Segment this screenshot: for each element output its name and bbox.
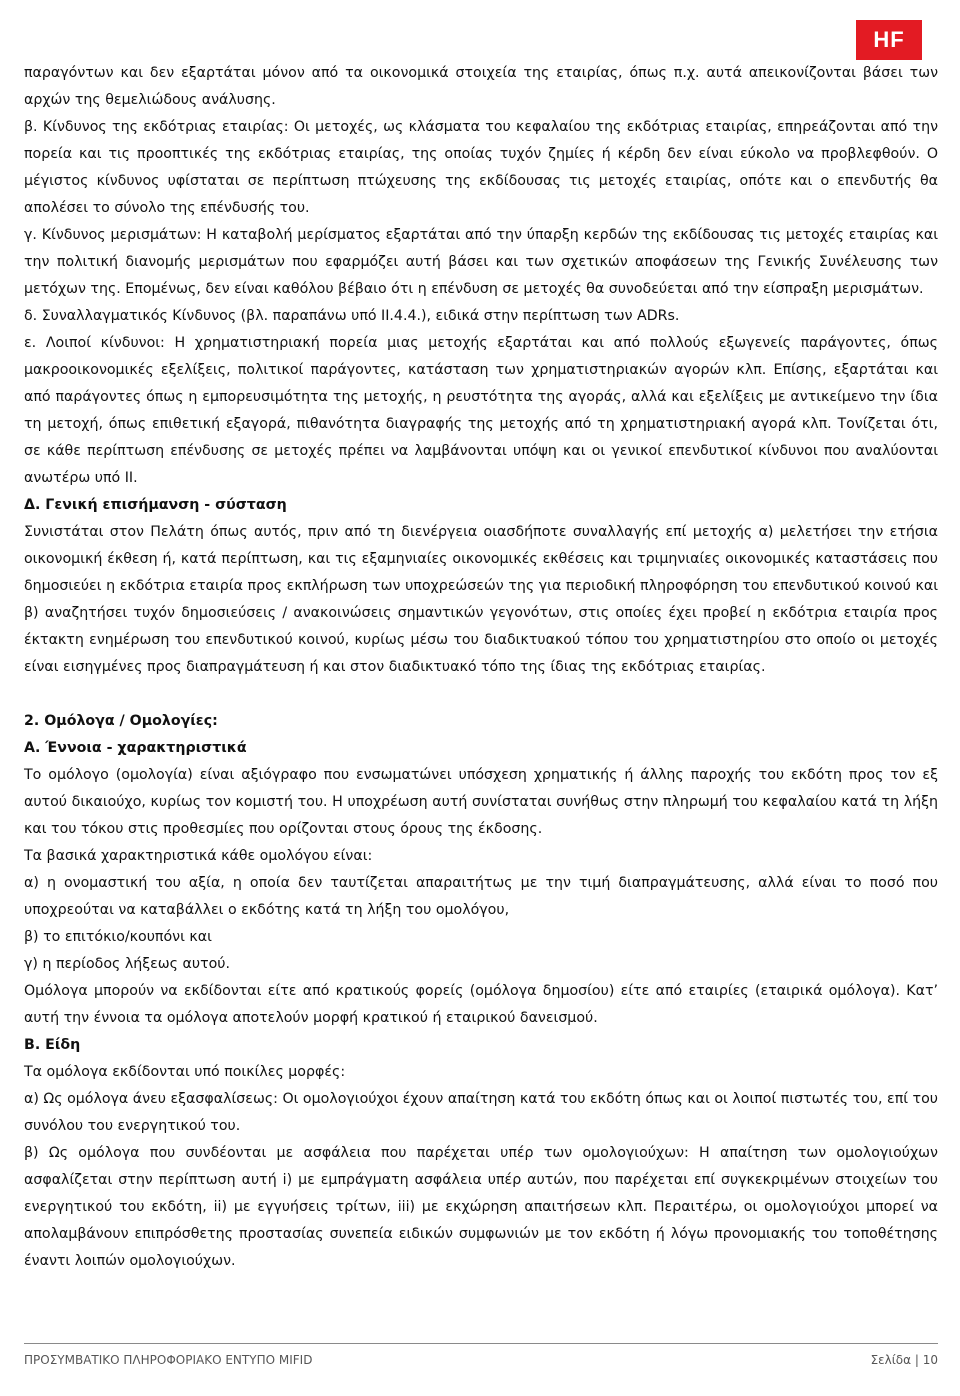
list-item-coupon: β) το επιτόκιο/κουπόνι και bbox=[24, 929, 212, 945]
paragraph-issuers: Ομόλογα μπορούν να εκδίδονται είτε από κρατικούς φορείς (ομόλογα δημοσίου) είτε από εταιρίες (εταιρικά ομόλογα). Κατ’ αυτή την έννοια τα ομόλογα αποτελούν μορφή κρατικού ή εταιρικού δανεισμού. bbox=[24, 983, 938, 1026]
page-number: Σελίδα | 10 bbox=[870, 1353, 938, 1367]
paragraph-issuer-risk: β. Κίνδυνος της εκδότριας εταιρίας: Οι μετοχές, ως κλάσματα του κεφαλαίου της εκδότριας εταιρίας, επηρεάζονται από την πορεία και τις προοπτικές της εκδότριας εταιρίας, της οποίας τυχόν ζημίες ή κέρδη δεν είναι εύκολο να προβλεφθούν. Ο μέγιστος κίνδυνος υφίσταται σε περίπτωση πτώχευσης της εκδίδουσας τις μετοχές εταιρίας, οπότε και ο επενδυτής θα απολέσει το σύνολο της επένδυσής του. bbox=[24, 119, 938, 216]
paragraph-fx-risk: δ. Συναλλαγματικός Κίνδυνος (βλ. παραπάνω υπό ΙΙ.4.4.), ειδικά στην περίπτωση των ADRs. bbox=[24, 308, 680, 324]
paragraph-key-features-intro: Τα βασικά χαρακτηριστικά κάθε ομολόγου είναι: bbox=[24, 848, 373, 864]
paragraph-intro-continuation: παραγόντων και δεν εξαρτάται μόνον από τα οικονομικά στοιχεία της εταιρίας, όπως π.χ. αυτά απεικονίζονται βάσει των αρχών της θεμελιώδους ανάλυσης. bbox=[24, 65, 938, 108]
paragraph-other-risks: ε. Λοιποί κίνδυνοι: Η χρηματιστηριακή πορεία μιας μετοχής εξαρτάται και από πολλούς εξωγενείς παράγοντες, όπως μακροοικονομικές εξελίξεις, πολιτικοί παράγοντες, κατάσταση των χρηματιστηριακών αγορών κλπ. Επίσης, εξαρτάται και από παράγοντες όπως η εμπορευσιμότητα της μετοχής, η ρευστότητα της αγοράς, αλλά και εξελίξεις με αντικείμενο την ίδια τη μετοχή, όπως επιθετική εξαγορά, πιθανότητα διαγραφής της μετοχής από τη χρηματιστηριακή αγορά κλπ. Τονίζεται ότι, σε κάθε περίπτωση επένδυσης σε μετοχές πρέπει να λαμβάνονται υπόψη και οι γενικοί επενδυτικοί κίνδυνοι που αναλύονται ανωτέρω υπό ΙΙ. bbox=[24, 335, 938, 486]
spacer bbox=[24, 681, 938, 708]
paragraph-bond-definition: Το ομόλογο (ομολογία) είναι αξιόγραφο που ενσωματώνει υπόσχεση χρηματικής ή άλλης παροχής του εκδότη προς τον εξ αυτού δικαιούχο, κυρίως τον κομιστή του. Η υποχρέωση αυτή συνίσταται συνήθως στην πληρωμή του κεφαλαίου κατά τη λήξη και του τόκου στις προθεσμίες που ορίζονται στους όρους της έκδοσης. bbox=[24, 767, 938, 837]
paragraph-dividend-risk: γ. Κίνδυνος μερισμάτων: Η καταβολή μερίσματος εξαρτάται από την ύπαρξη κερδών της εκδίδουσας τις μετοχές εταιρίας και την πολιτική διανομής μερισμάτων που εφαρμόζει αυτή βάσει και των σχετικών αποφάσεων της Γενικής Συνέλευσης των μετόχων της. Επομένως, δεν είναι καθόλου βέβαιο ότι η επένδυση σε μετοχές θα συνοδεύεται από την είσπραξη μερισμάτων. bbox=[24, 227, 938, 297]
hf-logo: HF bbox=[856, 20, 922, 60]
paragraph-types-intro: Τα ομόλογα εκδίδονται υπό ποικίλες μορφές: bbox=[24, 1064, 346, 1080]
paragraph-unsecured-bonds: α) Ως ομόλογα άνευ εξασφαλίσεως: Οι ομολογιούχοι έχουν απαίτηση κατά του εκδότη όπως και οι λοιποί πιστωτές του, επί του συνόλου του ενεργητικού του. bbox=[24, 1091, 938, 1134]
document-body bbox=[24, 60, 938, 1275]
subsection-heading-concept: Α. Έννοια - χαρακτηριστικά bbox=[24, 740, 247, 756]
section-heading-general-note: Δ. Γενική επισήμανση - σύσταση bbox=[24, 497, 287, 513]
subsection-heading-types: Β. Είδη bbox=[24, 1037, 81, 1053]
section-heading-bonds: 2. Ομόλογα / Ομολογίες: bbox=[24, 713, 218, 729]
paragraph-secured-bonds: β) Ως ομόλογα που συνδέονται με ασφάλεια που παρέχεται υπέρ των ομολογιούχων: Η απαίτηση των ομολογιούχων ασφαλίζεται στην περίπτωση αυτή i) με εμπράγματη ασφάλεια υπέρ αυτών, που παρέχεται επί συγκεκριμένων στοιχείων του ενεργητικού του εκδότη, ii) με εγγυήσεις τρίτων, iii) με εκχώρηση απαιτήσεων κλπ. Περαιτέρω, οι ομολογιούχοι μπορεί να απολαμβάνουν επιπρόσθετης προστασίας συνεπεία ειδικών συμφωνιών με τον εκδότη ή λόγω προνομιακής του τοποθέτησης έναντι λοιπών ομολογιούχων. bbox=[24, 1145, 938, 1269]
footer-document-title: ΠΡΟΣΥΜΒΑΤΙΚΟ ΠΛΗΡΟΦΟΡΙΑΚΟ ΕΝΤΥΠΟ MIFID bbox=[24, 1353, 313, 1367]
footer-divider bbox=[24, 1343, 938, 1344]
list-item-nominal-value: α) η ονομαστική του αξία, η οποία δεν ταυτίζεται απαραιτήτως με την τιμή διαπραγμάτευσης, αλλά είναι το ποσό που υποχρεούται να καταβάλλει ο εκδότης κατά τη λήξη του ομολόγου, bbox=[24, 875, 938, 918]
paragraph-recommendation: Συνιστάται στον Πελάτη όπως αυτός, πριν από τη διενέργεια οιασδήποτε συναλλαγής επί μετοχής α) μελετήσει την ετήσια οικονομική έκθεση ή, κατά περίπτωση, και τις εξαμηνιαίες οικονομικές εκθέσεις και τριμηνιαίες οικονομικές καταστάσεις που δημοσιεύει η εκδότρια εταιρία προς εκπλήρωση των υποχρεώσεών της για περιοδική πληροφόρηση του επενδυτικού κοινού και β) αναζητήσει τυχόν δημοσιεύσεις / ανακοινώσεις σημαντικών γεγονότων, στις οποίες έχει προβεί η εκδότρια εταιρία προς έκτακτη ενημέρωση του επενδυτικού κοινού, κυρίως μέσω του διαδικτυακού τόπου του χρηματιστηρίου στο οποίο οι μετοχές είναι εισηγμένες προς διαπραγμάτευση ή και στον διαδικτυακό τόπο της ίδιας της εκδότριας εταιρίας. bbox=[24, 524, 938, 675]
list-item-maturity: γ) η περίοδος λήξεως αυτού. bbox=[24, 956, 231, 972]
page-footer bbox=[24, 1351, 938, 1369]
